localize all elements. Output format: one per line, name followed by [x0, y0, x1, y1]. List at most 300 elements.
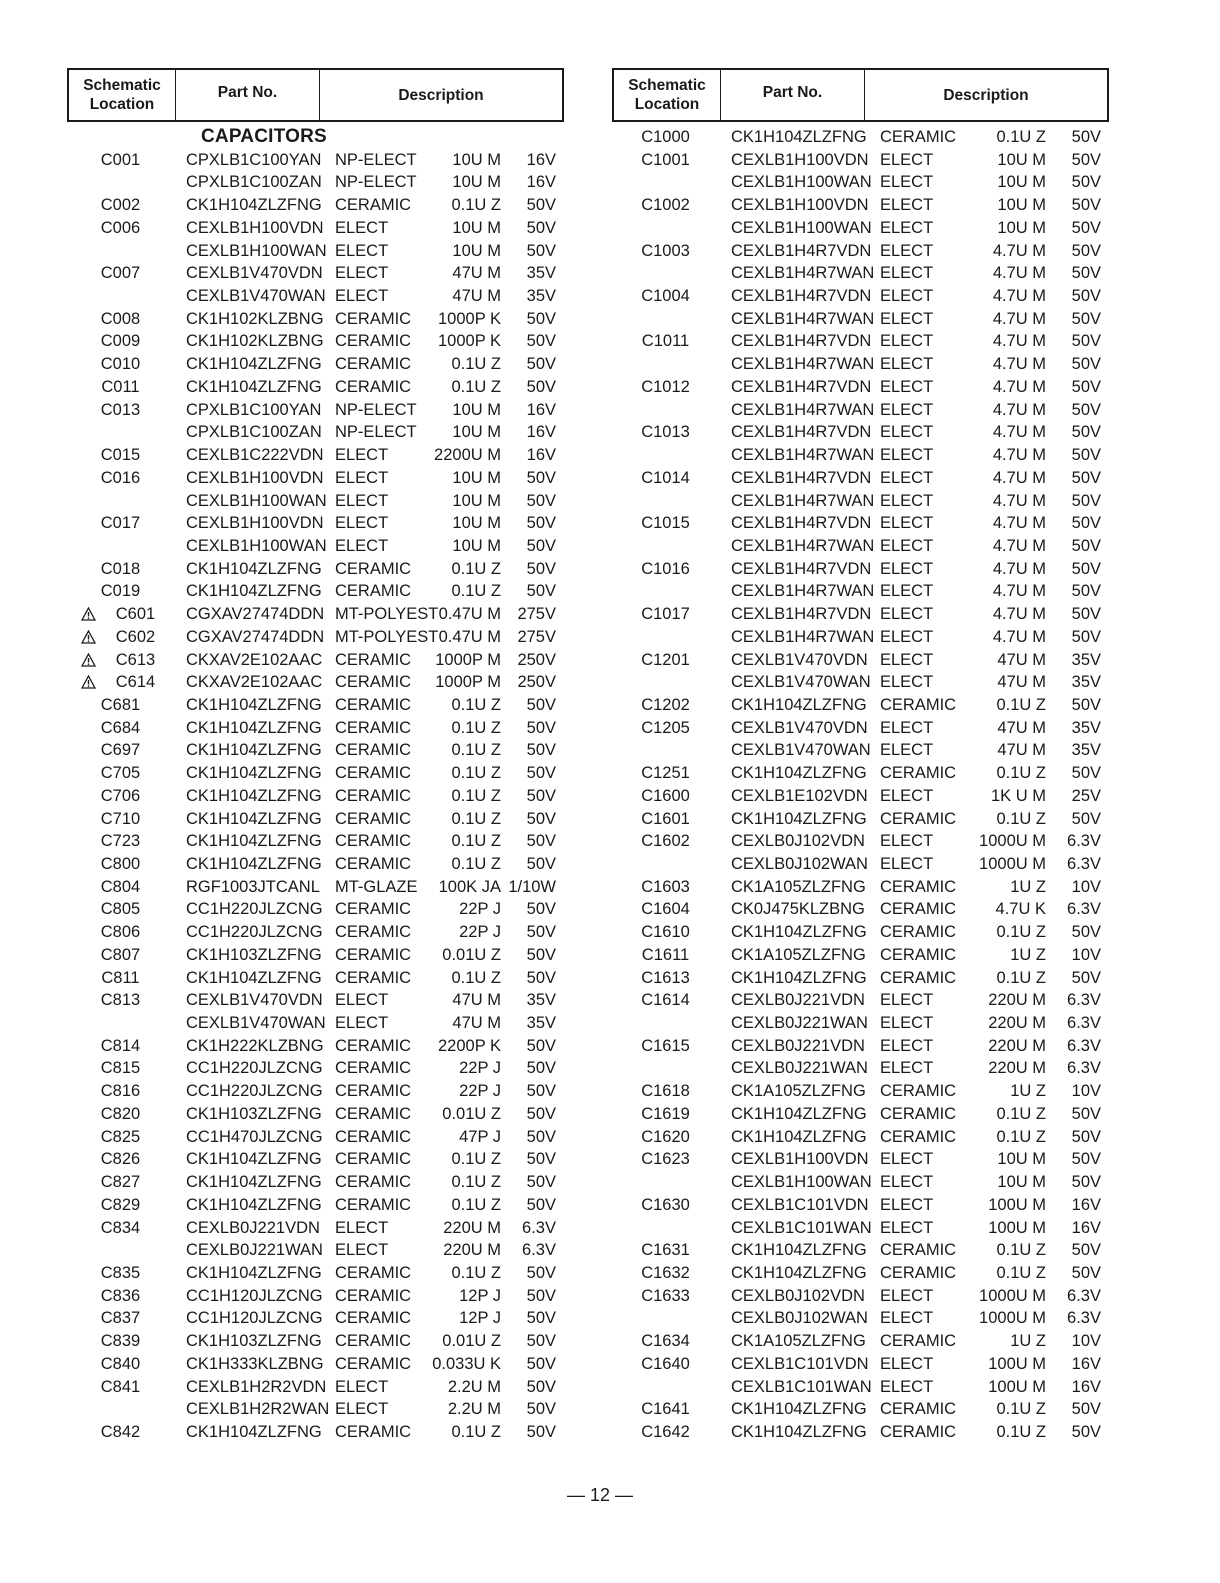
- part-type: CERAMIC: [880, 923, 957, 942]
- part-type: CERAMIC: [335, 923, 412, 942]
- part-value: 220U M: [988, 991, 1046, 1010]
- part-type: CERAMIC: [335, 786, 412, 805]
- table-row: [67, 194, 564, 217]
- part-value: 4.7U M: [992, 491, 1046, 510]
- table-row: [612, 376, 1109, 399]
- part-value: 100U M: [988, 1195, 1046, 1214]
- schematic-location: C1641: [641, 1400, 690, 1419]
- schematic-location: C1202: [641, 695, 690, 714]
- part-number: CK1H104ZLZFNG: [186, 855, 322, 873]
- schematic-location: C1630: [641, 1195, 690, 1214]
- part-value: 100U M: [988, 1218, 1046, 1237]
- part-type: ELECT: [880, 673, 934, 692]
- part-value: 0.1U Z: [451, 1173, 501, 1192]
- schematic-location: C015: [100, 446, 141, 465]
- part-type: ELECT: [880, 173, 934, 192]
- safety-warning-icon: [81, 607, 96, 621]
- part-type: ELECT: [335, 1218, 389, 1237]
- schematic-location: C1012: [641, 377, 690, 396]
- table-row: [612, 989, 1109, 1012]
- part-voltage: 16V: [1071, 1218, 1101, 1237]
- part-voltage: 50V: [1071, 1104, 1101, 1123]
- table-row: [67, 1421, 564, 1444]
- part-number: CC1H220JLZCNG: [186, 1059, 323, 1078]
- table-row: [67, 262, 564, 285]
- part-value: 10U M: [452, 536, 501, 555]
- part-value: 4.7U M: [992, 241, 1046, 260]
- part-type: ELECT: [880, 241, 934, 260]
- table-row: [67, 149, 564, 172]
- part-voltage: 50V: [1071, 559, 1101, 578]
- table-row: [67, 1012, 564, 1035]
- schematic-location: C710: [100, 809, 141, 828]
- part-value: 47U M: [452, 264, 501, 283]
- part-voltage: 50V: [526, 809, 556, 828]
- table-row: [612, 1148, 1109, 1171]
- part-number: CEXLB1C101VDN: [731, 1195, 869, 1214]
- table-row: [612, 330, 1109, 353]
- schematic-location: C1004: [641, 287, 690, 306]
- part-value: 10U M: [452, 491, 501, 510]
- schematic-location: C002: [100, 196, 141, 215]
- schematic-location: C1013: [641, 423, 690, 442]
- part-number: CC1H220JLZCNG: [186, 1082, 323, 1101]
- schematic-location: C1623: [641, 1150, 690, 1169]
- part-type: CERAMIC: [335, 1263, 412, 1282]
- schematic-location: C834: [100, 1218, 141, 1237]
- table-row: [612, 762, 1109, 785]
- table-row: [67, 603, 564, 626]
- part-voltage: 50V: [1071, 241, 1101, 260]
- table-row: [67, 1057, 564, 1080]
- part-type: CERAMIC: [335, 1150, 412, 1169]
- part-voltage: 6.3V: [522, 1241, 556, 1260]
- table-row: [67, 490, 564, 513]
- part-voltage: 6.3V: [1067, 1309, 1101, 1328]
- part-value: 47U M: [452, 1014, 501, 1033]
- part-type: CERAMIC: [335, 968, 412, 987]
- part-voltage: 6.3V: [1067, 1036, 1101, 1055]
- part-type: NP-ELECT: [335, 400, 417, 419]
- part-number: CEXLB1H4R7WAN: [731, 309, 875, 328]
- part-voltage: 50V: [1071, 1422, 1101, 1441]
- part-type: ELECT: [880, 627, 934, 646]
- part-voltage: 6.3V: [1067, 855, 1101, 873]
- part-voltage: 50V: [1071, 1241, 1101, 1260]
- part-number: CEXLB1H4R7WAN: [731, 446, 875, 465]
- part-value: 100U M: [988, 1377, 1046, 1396]
- schematic-location: C1015: [641, 514, 690, 533]
- part-value: 220U M: [443, 1218, 501, 1237]
- part-type: ELECT: [880, 855, 934, 873]
- part-type: CERAMIC: [335, 1173, 412, 1192]
- table-header: [612, 68, 1109, 122]
- part-value: 0.01U Z: [442, 1332, 501, 1351]
- safety-warning-icon: [81, 653, 96, 667]
- part-voltage: 35V: [1071, 718, 1101, 737]
- part-number: CK1H222KLZBNG: [186, 1036, 324, 1055]
- part-value: 10U M: [452, 241, 501, 260]
- table-row: [67, 649, 564, 672]
- table-row: [67, 1262, 564, 1285]
- table-row: [67, 1353, 564, 1376]
- part-voltage: 35V: [1071, 741, 1101, 760]
- schematic-location: C018: [100, 559, 141, 578]
- part-number: CK1H104ZLZFNG: [731, 1127, 867, 1146]
- part-type: CERAMIC: [880, 1263, 957, 1282]
- part-voltage: 50V: [526, 1173, 556, 1192]
- part-type: ELECT: [880, 559, 934, 578]
- rows-right: [612, 126, 1109, 1444]
- part-number: CGXAV27474DDN: [186, 605, 325, 624]
- part-voltage: 50V: [526, 1422, 556, 1441]
- part-type: ELECT: [335, 491, 389, 510]
- schematic-location: C010: [100, 355, 141, 374]
- part-value: 220U M: [988, 1014, 1046, 1033]
- part-type: ELECT: [880, 832, 934, 851]
- part-type: CERAMIC: [335, 1127, 412, 1146]
- part-value: 1U Z: [1010, 945, 1046, 964]
- part-voltage: 50V: [526, 1150, 556, 1169]
- schematic-location: C1640: [641, 1354, 690, 1373]
- part-type: CERAMIC: [335, 718, 412, 737]
- part-type: CERAMIC: [335, 900, 412, 919]
- part-type: ELECT: [880, 355, 934, 374]
- part-voltage: 50V: [1071, 196, 1101, 215]
- schematic-location: C1600: [641, 786, 690, 805]
- part-number: CEXLB0J102WAN: [731, 855, 868, 873]
- table-row: [612, 1398, 1109, 1421]
- part-value: 10U M: [452, 423, 501, 442]
- part-type: MT-POLYEST: [335, 627, 439, 646]
- part-voltage: 50V: [526, 1332, 556, 1351]
- table-row: [612, 808, 1109, 831]
- part-voltage: 50V: [1071, 514, 1101, 533]
- part-voltage: 35V: [526, 991, 556, 1010]
- table-row: [612, 967, 1109, 990]
- schematic-location: C813: [100, 991, 141, 1010]
- part-type: ELECT: [880, 1036, 934, 1055]
- part-value: 47U M: [452, 991, 501, 1010]
- part-value: 2.2U M: [447, 1400, 501, 1419]
- part-number: CK1H104ZLZFNG: [731, 923, 867, 942]
- part-voltage: 50V: [1071, 400, 1101, 419]
- part-voltage: 16V: [526, 446, 556, 465]
- part-number: CC1H220JLZCNG: [186, 900, 323, 919]
- part-number: CK1H104ZLZFNG: [186, 559, 322, 578]
- header-location-line2: Location: [634, 96, 700, 113]
- table-row: [612, 603, 1109, 626]
- part-number: CK1H104ZLZFNG: [186, 764, 322, 783]
- part-number: CK1H104ZLZFNG: [186, 786, 322, 805]
- part-number: CK1H104ZLZFNG: [186, 1195, 322, 1214]
- table-row: [67, 330, 564, 353]
- part-type: ELECT: [880, 196, 934, 215]
- part-type: ELECT: [335, 991, 389, 1010]
- part-number: CK1A105ZLZFNG: [731, 1082, 866, 1101]
- table-row: [67, 785, 564, 808]
- location-text: C613: [115, 650, 156, 669]
- part-type: CERAMIC: [335, 855, 412, 873]
- part-type: CERAMIC: [880, 1241, 957, 1260]
- table-row: [612, 171, 1109, 194]
- schematic-location: C807: [100, 945, 141, 964]
- schematic-location: C1614: [641, 991, 690, 1010]
- part-number: CEXLB1H100VDN: [186, 514, 324, 533]
- table-row: [612, 1353, 1109, 1376]
- part-type: ELECT: [335, 514, 389, 533]
- header-location-line1: Schematic: [628, 77, 706, 94]
- part-value: 0.1U Z: [451, 786, 501, 805]
- part-value: 220U M: [443, 1241, 501, 1260]
- table-row: [67, 421, 564, 444]
- part-voltage: 50V: [526, 1286, 556, 1305]
- part-number: CEXLB0J221WAN: [186, 1241, 323, 1260]
- schematic-location: C1611: [641, 945, 690, 964]
- schematic-location: C1604: [641, 900, 690, 919]
- part-number: CK1H103ZLZFNG: [186, 1104, 322, 1123]
- safety-warning-icon: [81, 630, 96, 644]
- part-type: ELECT: [880, 1150, 934, 1169]
- part-voltage: 50V: [1071, 1127, 1101, 1146]
- part-voltage: 16V: [1071, 1377, 1101, 1396]
- part-type: CERAMIC: [335, 1309, 412, 1328]
- part-number: CK1H104ZLZFNG: [186, 355, 322, 374]
- part-voltage: 50V: [526, 718, 556, 737]
- part-number: CK1H104ZLZFNG: [186, 809, 322, 828]
- part-number: CEXLB1V470WAN: [186, 1014, 326, 1033]
- part-value: 0.1U Z: [996, 1241, 1046, 1260]
- part-number: CK1H104ZLZFNG: [186, 196, 322, 215]
- table-row: [612, 1217, 1109, 1240]
- part-type: CERAMIC: [335, 309, 412, 328]
- part-number: CEXLB1H100VDN: [731, 196, 869, 215]
- schematic-location: C804: [100, 877, 141, 896]
- part-type: ELECT: [880, 605, 934, 624]
- part-type: CERAMIC: [335, 355, 412, 374]
- table-row: [67, 1194, 564, 1217]
- part-voltage: 50V: [1071, 923, 1101, 942]
- part-value: 0.1U Z: [451, 559, 501, 578]
- part-voltage: 50V: [1071, 809, 1101, 828]
- part-type: CERAMIC: [335, 1195, 412, 1214]
- part-value: 0.47U M: [438, 627, 501, 646]
- table-row: [67, 944, 564, 967]
- part-number: CK1H104ZLZFNG: [186, 832, 322, 851]
- part-value: 10U M: [452, 173, 501, 192]
- part-number: CK1A105ZLZFNG: [731, 877, 866, 896]
- part-voltage: 50V: [1071, 264, 1101, 283]
- part-type: ELECT: [335, 468, 389, 487]
- part-voltage: 50V: [526, 1195, 556, 1214]
- part-number: CK1H104ZLZFNG: [731, 809, 867, 828]
- part-voltage: 50V: [526, 923, 556, 942]
- part-value: 0.1U Z: [451, 968, 501, 987]
- part-number: CEXLB1H4R7VDN: [731, 241, 872, 260]
- part-voltage: 50V: [526, 491, 556, 510]
- table-row: [67, 1330, 564, 1353]
- part-type: MT-GLAZE: [335, 877, 418, 896]
- part-voltage: 50V: [1071, 332, 1101, 351]
- part-voltage: 50V: [526, 1036, 556, 1055]
- part-voltage: 50V: [1071, 1150, 1101, 1169]
- part-voltage: 50V: [1071, 423, 1101, 442]
- table-row: [612, 830, 1109, 853]
- part-type: ELECT: [335, 264, 389, 283]
- part-voltage: 50V: [1071, 150, 1101, 169]
- schematic-location: C1002: [641, 196, 690, 215]
- table-row: [612, 580, 1109, 603]
- part-value: 0.033U K: [432, 1354, 501, 1373]
- part-number: CK1H104ZLZFNG: [186, 741, 322, 760]
- part-type: ELECT: [880, 1309, 934, 1328]
- section-title: CAPACITORS: [201, 126, 327, 147]
- part-number: CEXLB1H4R7WAN: [731, 536, 875, 555]
- part-value: 0.1U Z: [451, 764, 501, 783]
- part-number: CEXLB1H4R7VDN: [731, 468, 872, 487]
- part-voltage: 50V: [1071, 1263, 1101, 1282]
- table-row: [67, 694, 564, 717]
- table-row: [67, 376, 564, 399]
- table-row: [67, 717, 564, 740]
- part-value: 4.7U M: [992, 605, 1046, 624]
- schematic-location: C016: [100, 468, 141, 487]
- part-number: CK1H104ZLZFNG: [186, 377, 322, 396]
- part-value: 10U M: [452, 514, 501, 533]
- schematic-location: C1642: [641, 1422, 690, 1441]
- part-voltage: 50V: [1071, 582, 1101, 601]
- part-number: CEXLB1H4R7WAN: [731, 627, 875, 646]
- part-voltage: 50V: [1071, 627, 1101, 646]
- rows-left: [67, 126, 564, 1444]
- part-type: ELECT: [880, 287, 934, 306]
- schematic-location: [67, 603, 174, 626]
- schematic-location: C825: [100, 1127, 141, 1146]
- table-row: [612, 1126, 1109, 1149]
- table-row: [612, 421, 1109, 444]
- schematic-location: C681: [100, 695, 141, 714]
- part-voltage: 50V: [526, 196, 556, 215]
- part-number: CEXLB1V470WAN: [186, 287, 326, 306]
- table-row: [612, 898, 1109, 921]
- part-voltage: 50V: [526, 1377, 556, 1396]
- part-value: 47U M: [997, 673, 1046, 692]
- part-value: 4.7U M: [992, 309, 1046, 328]
- part-number: CK1H102KLZBNG: [186, 332, 324, 351]
- part-type: CERAMIC: [880, 1082, 957, 1101]
- part-voltage: 10V: [1071, 1332, 1101, 1351]
- part-voltage: 50V: [526, 786, 556, 805]
- part-type: CERAMIC: [335, 377, 412, 396]
- schematic-location: C829: [100, 1195, 141, 1214]
- part-type: ELECT: [335, 287, 389, 306]
- table-row: [612, 308, 1109, 331]
- part-value: 22P J: [459, 900, 501, 919]
- part-value: 0.1U Z: [996, 1127, 1046, 1146]
- part-number: CEXLB1V470VDN: [186, 991, 323, 1010]
- table-row: [612, 1330, 1109, 1353]
- part-voltage: 50V: [1071, 695, 1101, 714]
- part-voltage: 50V: [526, 855, 556, 873]
- part-value: 0.1U Z: [451, 1263, 501, 1282]
- part-value: 1K U M: [990, 786, 1046, 805]
- part-voltage: 50V: [526, 832, 556, 851]
- table-row: [67, 1285, 564, 1308]
- schematic-location: C840: [100, 1354, 141, 1373]
- schematic-location: C017: [100, 514, 141, 533]
- table-row: [67, 1148, 564, 1171]
- part-voltage: 50V: [526, 514, 556, 533]
- part-type: ELECT: [880, 423, 934, 442]
- part-number: CEXLB1H4R7WAN: [731, 400, 875, 419]
- part-number: CEXLB1H100WAN: [186, 241, 327, 260]
- part-voltage: 50V: [526, 1059, 556, 1078]
- part-number: CK1H103ZLZFNG: [186, 1332, 322, 1351]
- part-voltage: 50V: [526, 1082, 556, 1101]
- part-value: 10U M: [452, 218, 501, 237]
- table-row: [67, 1080, 564, 1103]
- table-row: [67, 285, 564, 308]
- part-voltage: 50V: [526, 355, 556, 374]
- table-row: [67, 1103, 564, 1126]
- part-voltage: 50V: [1071, 468, 1101, 487]
- part-type: ELECT: [880, 446, 934, 465]
- part-value: 0.1U Z: [996, 968, 1046, 987]
- part-type: ELECT: [335, 1014, 389, 1033]
- part-value: 0.01U Z: [442, 945, 501, 964]
- schematic-location: C1014: [641, 468, 690, 487]
- part-type: CERAMIC: [335, 1104, 412, 1123]
- part-number: RGF1003JTCANL: [186, 877, 320, 896]
- part-voltage: 6.3V: [522, 1218, 556, 1237]
- part-number: CEXLB1H4R7VDN: [731, 605, 872, 624]
- part-value: 0.1U Z: [451, 695, 501, 714]
- part-number: CC1H120JLZCNG: [186, 1309, 323, 1328]
- schematic-location: C1000: [641, 128, 690, 146]
- part-number: CEXLB1V470VDN: [731, 718, 868, 737]
- schematic-location: C1610: [641, 923, 690, 942]
- part-type: ELECT: [880, 536, 934, 555]
- part-value: 47U M: [997, 650, 1046, 669]
- location-text: C601: [115, 605, 156, 624]
- part-type: CERAMIC: [335, 1354, 412, 1373]
- part-number: CEXLB1H4R7WAN: [731, 264, 875, 283]
- part-type: ELECT: [880, 1059, 934, 1078]
- part-number: CPXLB1C100ZAN: [186, 423, 322, 442]
- schematic-location: C1201: [641, 650, 690, 669]
- part-type: CERAMIC: [335, 695, 412, 714]
- part-number: CK1H104ZLZFNG: [186, 968, 322, 987]
- part-value: 10U M: [997, 196, 1046, 215]
- table-row: [612, 1285, 1109, 1308]
- part-voltage: 25V: [1071, 786, 1101, 805]
- part-number: CK1H104ZLZFNG: [731, 1241, 867, 1260]
- part-number: CEXLB1H100WAN: [186, 491, 327, 510]
- part-value: 4.7U M: [992, 559, 1046, 578]
- table-row: [67, 989, 564, 1012]
- parts-table-right: [612, 68, 1109, 1444]
- part-type: CERAMIC: [335, 332, 412, 351]
- part-number: CK1H104ZLZFNG: [186, 695, 322, 714]
- schematic-location: C019: [100, 582, 141, 601]
- part-type: ELECT: [880, 741, 934, 760]
- header-part-no: Part No.: [176, 70, 320, 120]
- part-type: CERAMIC: [335, 945, 412, 964]
- part-voltage: 50V: [526, 695, 556, 714]
- part-value: 10U M: [997, 1150, 1046, 1169]
- part-value: 4.7U M: [992, 582, 1046, 601]
- part-number: CC1H120JLZCNG: [186, 1286, 323, 1305]
